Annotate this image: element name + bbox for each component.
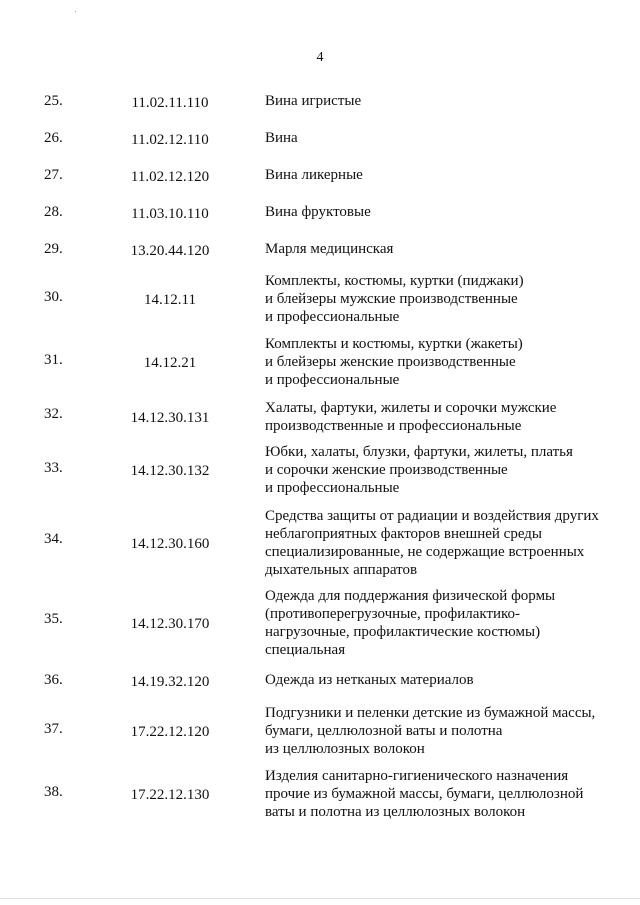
okpd-code: 14.12.30.132	[130, 463, 210, 479]
scan-speck	[75, 11, 76, 12]
okpd-code: 14.12.30.170	[130, 616, 210, 632]
item-number: 26.	[44, 130, 63, 146]
item-number: 35.	[44, 611, 63, 627]
product-name: Марля медицинская	[265, 241, 394, 257]
product-name: Вина игристые	[265, 93, 362, 109]
product-name: Одежда из нетканых материалов	[265, 672, 474, 688]
okpd-code: 11.02.12.110	[131, 132, 209, 148]
item-number: 36.	[44, 672, 63, 688]
product-name: Комплекты, костюмы, куртки (пиджаки) и блейзеры мужские производственные и профессиональные	[265, 273, 524, 325]
item-number: 33.	[44, 460, 63, 476]
product-name: Изделия санитарно-гигиенического назначения прочие из бумажной массы, бумаги, целлюлозной ваты и полотна из целлюлозных волокон	[265, 768, 584, 820]
item-number: 32.	[44, 406, 63, 422]
item-number: 38.	[44, 784, 63, 800]
item-number: 27.	[44, 167, 63, 183]
okpd-code: 11.02.12.120	[130, 169, 210, 185]
product-name: Вина	[265, 130, 298, 146]
product-name: Одежда для поддержания физической формы (противоперегрузочные, профилактико- нагрузочные, профилактические костюмы) специальная	[265, 588, 556, 658]
okpd-code: 14.12.30.131	[130, 410, 210, 426]
product-name: Вина ликерные	[265, 167, 363, 183]
item-number: 30.	[44, 289, 63, 305]
page-bottom-edge	[0, 898, 640, 899]
product-name: Юбки, халаты, блузки, фартуки, жилеты, платья и сорочки женские производственные и профессиональные	[265, 444, 573, 496]
product-name: Халаты, фартуки, жилеты и сорочки мужские производственные и профессиональные	[265, 400, 557, 434]
okpd-code: 14.12.21	[143, 355, 197, 371]
item-number: 31.	[44, 352, 63, 368]
page-number: 4	[316, 50, 324, 65]
item-number: 34.	[44, 531, 63, 547]
okpd-code: 17.22.12.130	[130, 787, 210, 803]
okpd-code: 14.12.30.160	[130, 536, 210, 552]
okpd-code: 17.22.12.120	[130, 724, 210, 740]
item-number: 29.	[44, 241, 63, 257]
okpd-code: 14.12.11	[144, 292, 196, 308]
product-name: Средства защиты от радиации и воздействия других неблагоприятных факторов внешней среды специализированные, не содержащие встроенных дыхательных аппаратов	[265, 508, 599, 578]
item-number: 37.	[44, 721, 63, 737]
okpd-code: 14.19.32.120	[130, 674, 210, 690]
product-name: Подгузники и пеленки детские из бумажной массы, бумаги, целлюлозной ваты и полотна из целлюлозных волокон	[265, 705, 596, 757]
okpd-code: 11.03.10.110	[131, 206, 209, 222]
okpd-code: 13.20.44.120	[130, 243, 210, 259]
product-name: Вина фруктовые	[265, 204, 371, 220]
item-number: 25.	[44, 93, 63, 109]
okpd-code: 11.02.11.110	[131, 95, 209, 111]
item-number: 28.	[44, 204, 63, 220]
product-name: Комплекты и костюмы, куртки (жакеты) и блейзеры женские производственные и профессиональные	[265, 336, 523, 388]
